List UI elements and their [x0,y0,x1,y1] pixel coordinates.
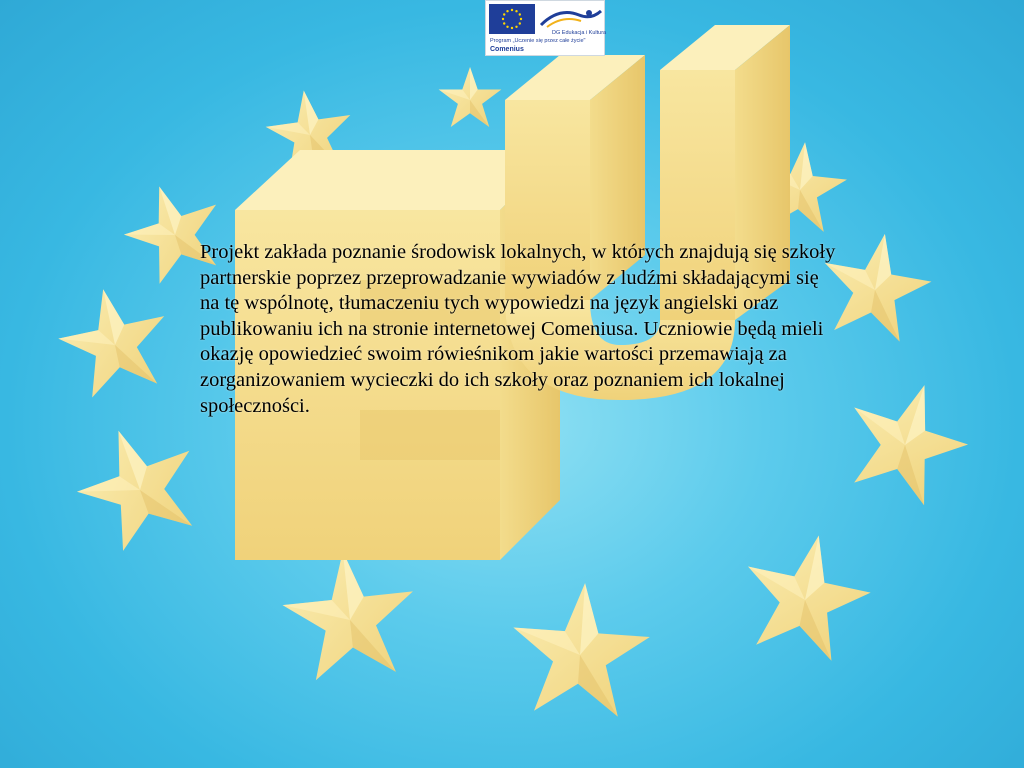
star-shape [508,578,654,718]
logo-dg-label: DG Edukacja i Kultura [552,30,607,36]
logo-program-label: Program „Uczenie się przez całe życie" [490,38,586,44]
star-shape [832,367,981,513]
star-shape [50,278,177,402]
star-shape [732,522,880,665]
comenius-logo [485,0,605,56]
star-shape [439,67,502,127]
star-shape [62,410,214,558]
logo-comenius-label: Comenius [490,46,524,53]
project-description: Projekt zakłada poznanie środowisk lokalnych, w których znajdują się szkoły partnerskie poprzez przeprowadzanie wywiadów z ludźmi składającymi się na tę wspólnotę, tłumaczeniu tych wypowiedzi na język angielski oraz publikowaniu ich na stronie internetowej Comeniusa. Uczniowie będą mieli okazję opowiedzieć swoim rówieśnikom jakie wartości przemawiają za zorganizowaniem wycieczki do ich szkoły oraz poznaniem ich lokalnej społeczności. [200,241,836,417]
star-shape [278,545,421,683]
eu-flag-icon [489,4,535,34]
lifelong-learning-swoosh-icon [539,5,603,31]
